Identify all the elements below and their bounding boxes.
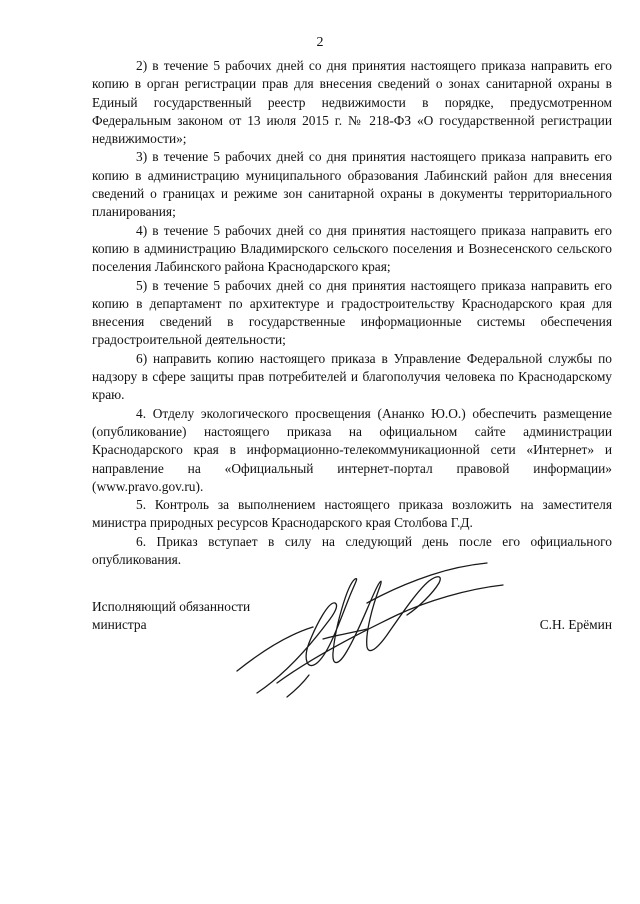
signature-strokes xyxy=(237,563,503,697)
signer-title-line-2: министра xyxy=(92,617,147,633)
paragraph-item-4: 4) в течение 5 рабочих дней со дня принятия настоящего приказа направить его копию в администрацию Владимирского сельского поселения и Вознесенского сельского поселения Лабинского района Краснодарского края; xyxy=(92,222,612,275)
paragraph-item-2: 2) в течение 5 рабочих дней со дня принятия настоящего приказа направить его копию в орган регистрации прав для внесения сведений о зонах санитарной охраны в Единый государственный реестр недвижимости в порядке, предусмотренном Федеральным законом от 13 июля 2015 г. № 218-ФЗ «О государственной регистрации недвижимости»; xyxy=(92,58,612,147)
paragraph-clause-4: 4. Отделу экологического просвещения (Ананко Ю.О.) обеспечить размещение (опубликование) настоящего приказа на официальном сайте администрации Краснодарского края в информационно-телекоммуникационной сети «Интернет» и направление на «Официальный интернет-портал правовой информации» (www.pravo.gov.ru). xyxy=(92,405,612,494)
signature-block xyxy=(92,598,612,698)
paragraph-clause-6: 6. Приказ вступает в силу на следующий день после его официального опубликования. xyxy=(92,533,612,568)
paragraph-item-3: 3) в течение 5 рабочих дней со дня принятия настоящего приказа направить его копию в администрацию муниципального образования Лабинский район для внесения сведений о границах и режиме зон санитарной охраны в документы территориального планирования; xyxy=(92,149,612,220)
order-body xyxy=(92,57,612,569)
page-number: 2 xyxy=(316,35,324,50)
paragraph-item-6: 6) направить копию настоящего приказа в Управление Федеральной службы по надзору в сфере защиты прав потребителей и благополучия человека по Краснодарскому краю. xyxy=(92,350,612,403)
signer-title-line-1: Исполняющий обязанности xyxy=(92,599,251,614)
signer-name: С.Н. Ерёмин xyxy=(539,617,612,632)
paragraph-item-5: 5) в течение 5 рабочих дней со дня принятия настоящего приказа направить его копию в департамент по архитектуре и градостроительству Краснодарского края для внесения сведений в государственные информационные системы обеспечения градостроительной деятельности; xyxy=(92,277,612,348)
paragraph-clause-5: 5. Контроль за выполнением настоящего приказа возложить на заместителя министра природных ресурсов Краснодарского края Столбова Г.Д. xyxy=(92,497,612,531)
handwritten-signature xyxy=(217,543,517,703)
